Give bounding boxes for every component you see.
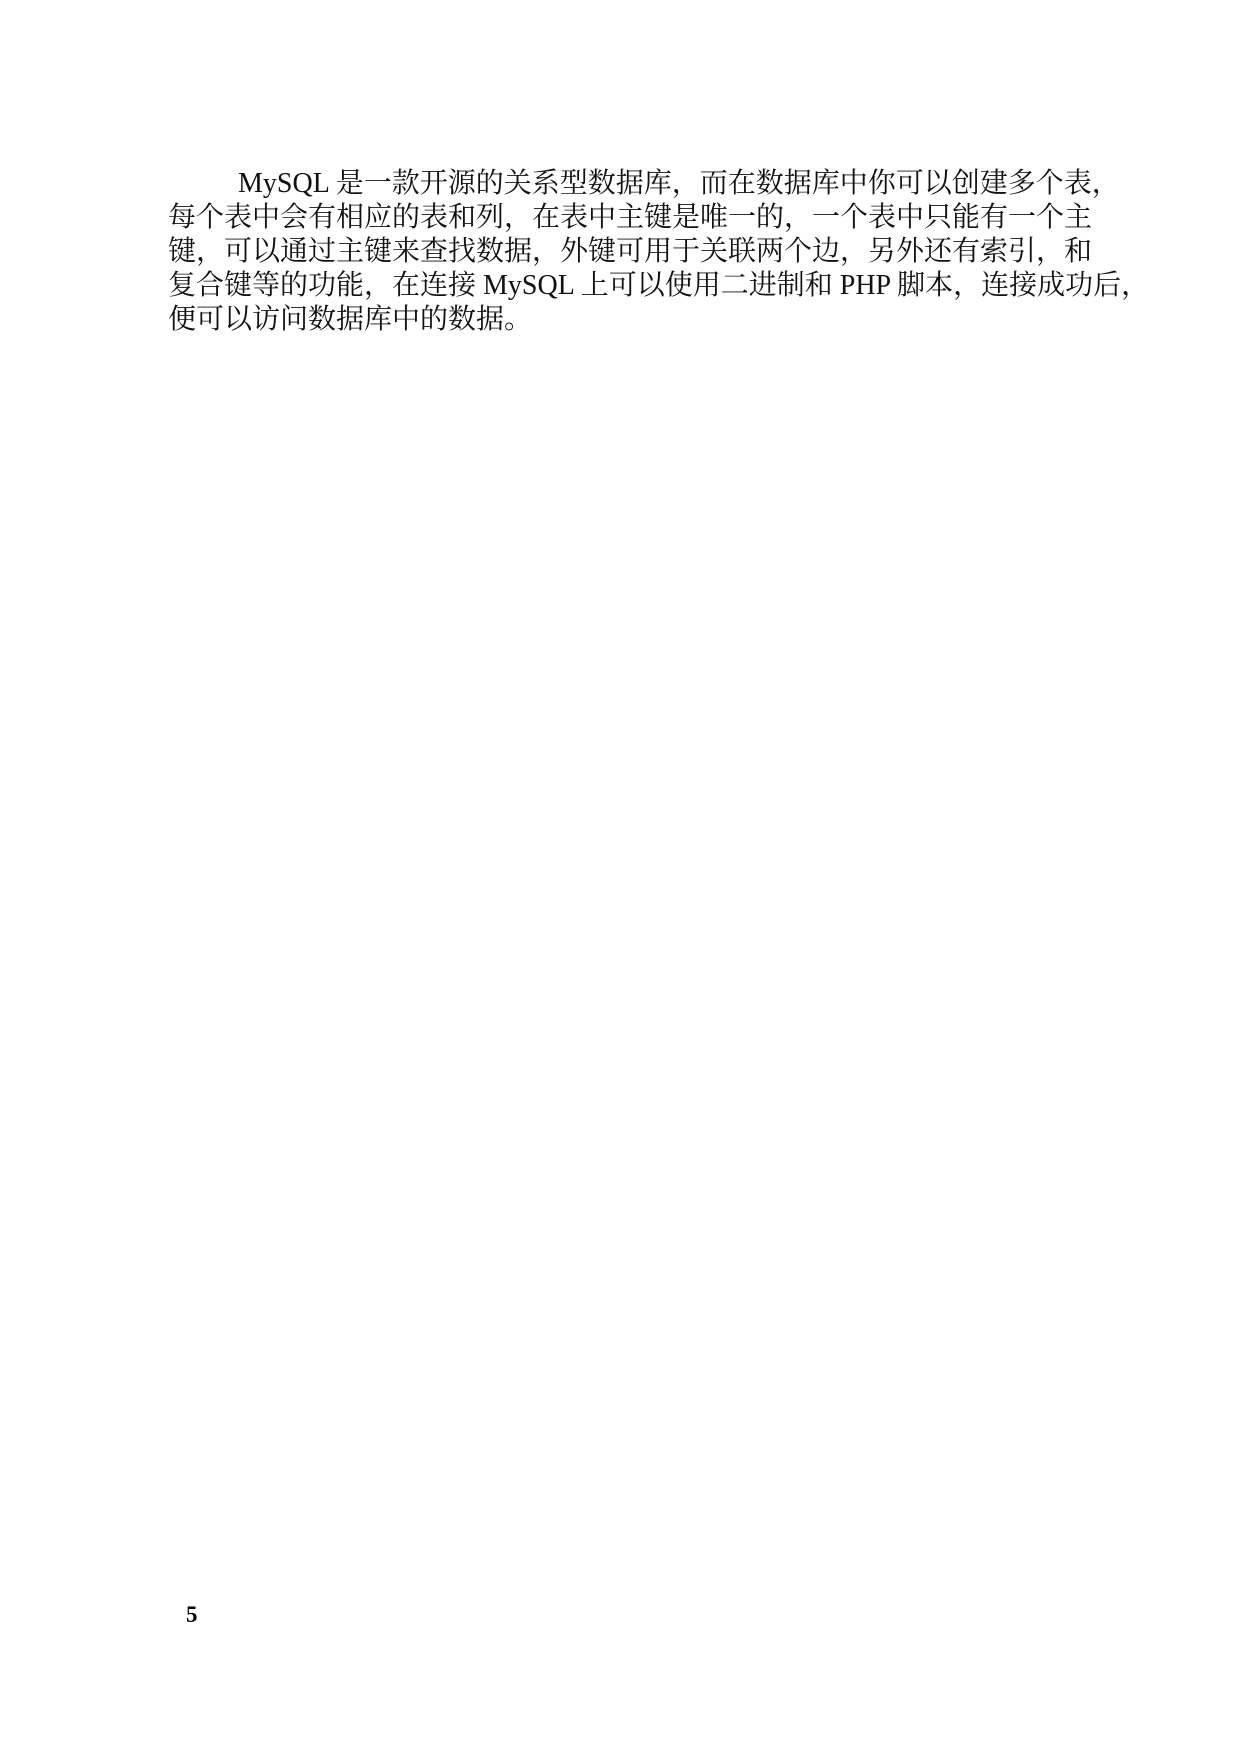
paragraph-line: 便可以访问数据库中的数据。 bbox=[168, 304, 533, 335]
page-number: 5 bbox=[186, 1602, 198, 1627]
paragraph-line: 键，可以通过主键来查找数据，外键可用于关联两个边，另外还有索引，和 bbox=[168, 236, 1093, 267]
paragraph-line: 每个表中会有相应的表和列，在表中主键是唯一的，一个表中只能有一个主 bbox=[168, 202, 1093, 233]
body-text-paragraph bbox=[168, 167, 1173, 337]
paragraph-line: MySQL 是一款开源的关系型数据库，而在数据库中你可以创建多个表， bbox=[238, 168, 1120, 199]
paragraph-line: 复合键等的功能，在连接 MySQL 上可以使用二进制和 PHP 脚本，连接成功后， bbox=[168, 270, 1150, 301]
